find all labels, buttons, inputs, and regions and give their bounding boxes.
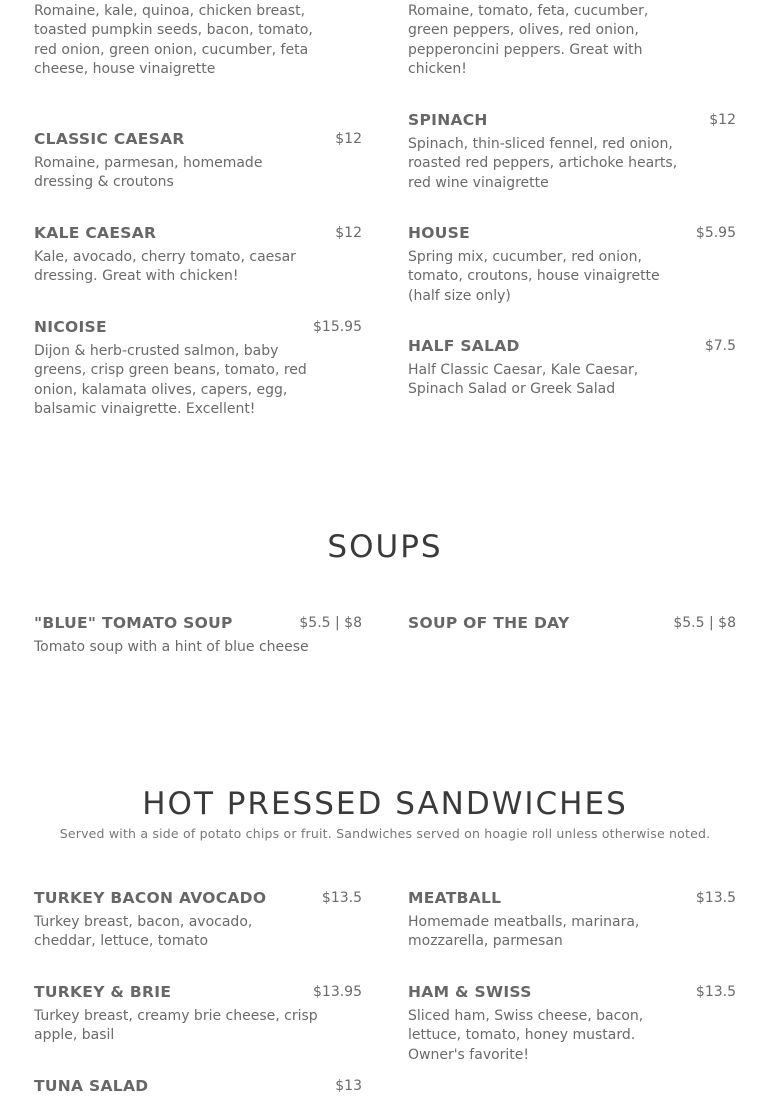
menu-item-house [408,223,736,313]
item-name: TUNA SALAD [34,1077,149,1095]
item-description: Turkey breast, creamy brie cheese, crisp apple, basil [34,1008,318,1044]
menu-item-cut-left [34,2,362,102]
menu-item-kale-caesar [34,223,362,293]
item-name: HAM & SWISS [408,983,532,1001]
section-title-soups: SOUPS [327,529,443,565]
menu-item-nicoise [34,317,362,427]
item-price: $13.95 [313,984,362,1000]
item-name: TURKEY & BRIE [34,983,172,1001]
item-name: "BLUE" TOMATO SOUP [34,614,233,632]
item-price: $5.95 [695,225,736,241]
item-description: Spring mix, cucumber, red onion, tomato, croutons, house vinaigrette (half size only) [408,249,660,304]
item-price: $13 [335,1078,362,1094]
menu-item-soup-of-the-day [408,613,736,643]
section-title-sandwiches: HOT PRESSED SANDWICHES [142,786,628,822]
item-price: $12 [335,225,362,241]
item-description: Kale, avocado, cherry tomato, caesar dressing. Great with chicken! [34,249,296,285]
item-name: SOUP OF THE DAY [408,614,570,632]
item-description: Romaine, tomato, feta, cucumber, green peppers, olives, red onion, pepperoncini peppers. Great with chicken! [408,3,649,78]
item-price: $13.5 [695,890,736,906]
menu-item-blue-tomato-soup [34,613,362,683]
menu-item-turkey-brie [34,982,362,1052]
item-description: Tomato soup with a hint of blue cheese [34,639,309,655]
item-name: MEATBALL [408,889,502,907]
item-price: $5.5 | $8 [673,615,736,631]
menu-item-half-salad [408,336,736,406]
item-description: Half Classic Caesar, Kale Caesar, Spinach Salad or Greek Salad [408,362,639,398]
item-description: Spinach, thin-sliced fennel, red onion, roasted red peppers, artichoke hearts, red wine vinaigrette [408,136,678,191]
menu-item-spinach [408,110,736,200]
menu-item-meatball [408,888,736,958]
menu-item-classic-caesar [34,129,362,199]
menu-item-ham-swiss [408,982,736,1072]
item-price: $13.5 [321,890,362,906]
item-name: KALE CAESAR [34,224,157,242]
menu-item-turkey-bacon-avocado [34,888,362,958]
item-description: Homemade meatballs, marinara, mozzarella, parmesan [408,914,640,950]
item-price: $12 [709,112,736,128]
item-name: NICOISE [34,318,107,336]
item-description: Turkey breast, bacon, avocado, cheddar, lettuce, tomato [34,914,253,950]
menu-item-cut-right [408,2,736,82]
item-name: HALF SALAD [408,337,520,355]
item-price: $7.5 [704,338,736,354]
item-description: Dijon & herb-crusted salmon, baby greens, crisp green beans, tomato, red onion, kalamata olives, capers, egg, balsamic vinaigrette. Excellent! [34,343,307,418]
item-price: $13.5 [695,984,736,1000]
item-price: $12 [335,131,362,147]
item-price: $15.95 [313,319,362,335]
item-name: HOUSE [408,224,470,242]
item-price: $5.5 | $8 [299,615,362,631]
menu-item-tuna-salad [34,1076,362,1095]
item-name: SPINACH [408,111,488,129]
item-name: TURKEY BACON AVOCADO [34,889,267,907]
item-name: CLASSIC CAESAR [34,130,185,148]
item-description: Sliced ham, Swiss cheese, bacon, lettuce, tomato, honey mustard. Owner's favorite! [408,1008,644,1063]
item-description: Romaine, parmesan, homemade dressing & croutons [34,155,263,191]
section-note: Served with a side of potato chips or fruit. Sandwiches served on hoagie roll unless otherwise noted. [59,826,711,841]
item-description: Romaine, kale, quinoa, chicken breast, toasted pumpkin seeds, bacon, tomato, red onion, green onion, cucumber, feta cheese, house vinaigrette [34,3,313,78]
